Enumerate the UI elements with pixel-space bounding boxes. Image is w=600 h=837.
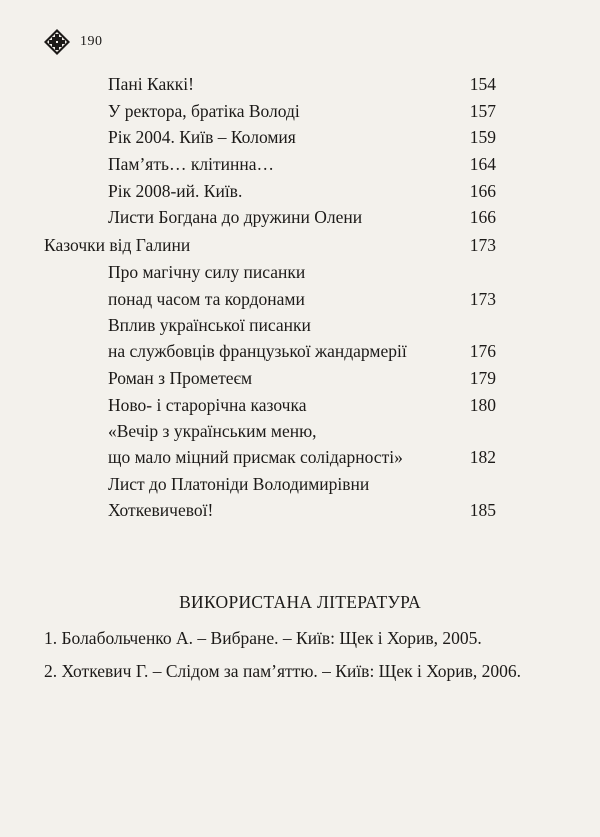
toc-entry-page: 173 bbox=[469, 289, 496, 309]
page-header bbox=[44, 28, 103, 56]
toc-entry bbox=[0, 339, 600, 363]
toc-entry-title: У ректора, братіка Володі bbox=[108, 101, 300, 121]
toc-entry-title: Лист до Платоніди Володимирівни bbox=[108, 474, 370, 494]
toc-entry-title: Хоткевичевої! bbox=[108, 500, 214, 520]
toc-entry-title: Ново- і старорічна казочка bbox=[108, 395, 307, 415]
toc-entry-page: 176 bbox=[469, 341, 496, 361]
diamond-ornament-icon bbox=[44, 29, 70, 55]
toc-entry-title: Пам’ять… клітинна… bbox=[108, 154, 274, 174]
toc-entry-page: 179 bbox=[469, 368, 496, 388]
reference-item-2: 2. Хоткевич Г. – Слідом за пам’яттю. – Київ: Щек і Хорив, 2006. bbox=[44, 661, 522, 681]
toc-entry-title: «Вечір з українським меню, bbox=[108, 421, 317, 441]
toc-entry bbox=[0, 445, 600, 469]
toc-entry bbox=[0, 313, 600, 337]
toc-entry-title: Вплив української писанки bbox=[108, 315, 311, 335]
toc-entry-title: Рік 2008-ий. Київ. bbox=[108, 181, 243, 201]
toc-entry bbox=[0, 99, 600, 123]
toc-entry-title: Казочки від Галини bbox=[44, 235, 191, 255]
toc-entry-title: Рік 2004. Київ – Коломия bbox=[108, 127, 296, 147]
toc-entry-page: 173 bbox=[469, 235, 496, 255]
toc-entry bbox=[0, 233, 600, 257]
toc-entry bbox=[0, 152, 600, 176]
toc-entry bbox=[0, 72, 600, 96]
toc-entry bbox=[0, 419, 600, 443]
toc-entry bbox=[0, 366, 600, 390]
toc-entry-page: 182 bbox=[469, 447, 496, 467]
toc-entry bbox=[0, 393, 600, 417]
references-heading: ВИКОРИСТАНА ЛІТЕРАТУРА bbox=[179, 592, 421, 612]
toc-entry bbox=[0, 472, 600, 496]
toc-entry-title: Роман з Прометеєм bbox=[108, 368, 253, 388]
reference-item-1: 1. Болабольченко А. – Вибране. – Київ: Щек і Хорив, 2005. bbox=[44, 628, 482, 648]
toc-entry-page: 157 bbox=[469, 101, 496, 121]
toc-entry-page: 166 bbox=[469, 207, 496, 227]
toc-entry-title: понад часом та кордонами bbox=[108, 289, 305, 309]
toc-entry-title: на службовців французької жандармерії bbox=[108, 341, 407, 361]
toc-entry-page: 164 bbox=[469, 154, 496, 174]
toc-entry-title: що мало міцний присмак солідарності» bbox=[108, 447, 403, 467]
toc-entry-page: 180 bbox=[469, 395, 496, 415]
toc-entry-page: 154 bbox=[469, 74, 496, 94]
toc-entry-page: 185 bbox=[469, 500, 496, 520]
toc-entry-page: 159 bbox=[469, 127, 496, 147]
page-number: 190 bbox=[80, 34, 103, 49]
toc-entry-title: Пані Каккі! bbox=[108, 74, 194, 94]
toc-entry bbox=[0, 287, 600, 311]
toc-entry-title: Листи Богдана до дружини Олени bbox=[108, 207, 363, 227]
toc-entry bbox=[0, 205, 600, 229]
toc-entry bbox=[0, 179, 600, 203]
toc-entry bbox=[0, 125, 600, 149]
toc-entry-title: Про магічну силу писанки bbox=[108, 262, 306, 282]
toc-entry bbox=[0, 498, 600, 522]
toc-entry bbox=[0, 260, 600, 284]
toc-entry-page: 166 bbox=[469, 181, 496, 201]
